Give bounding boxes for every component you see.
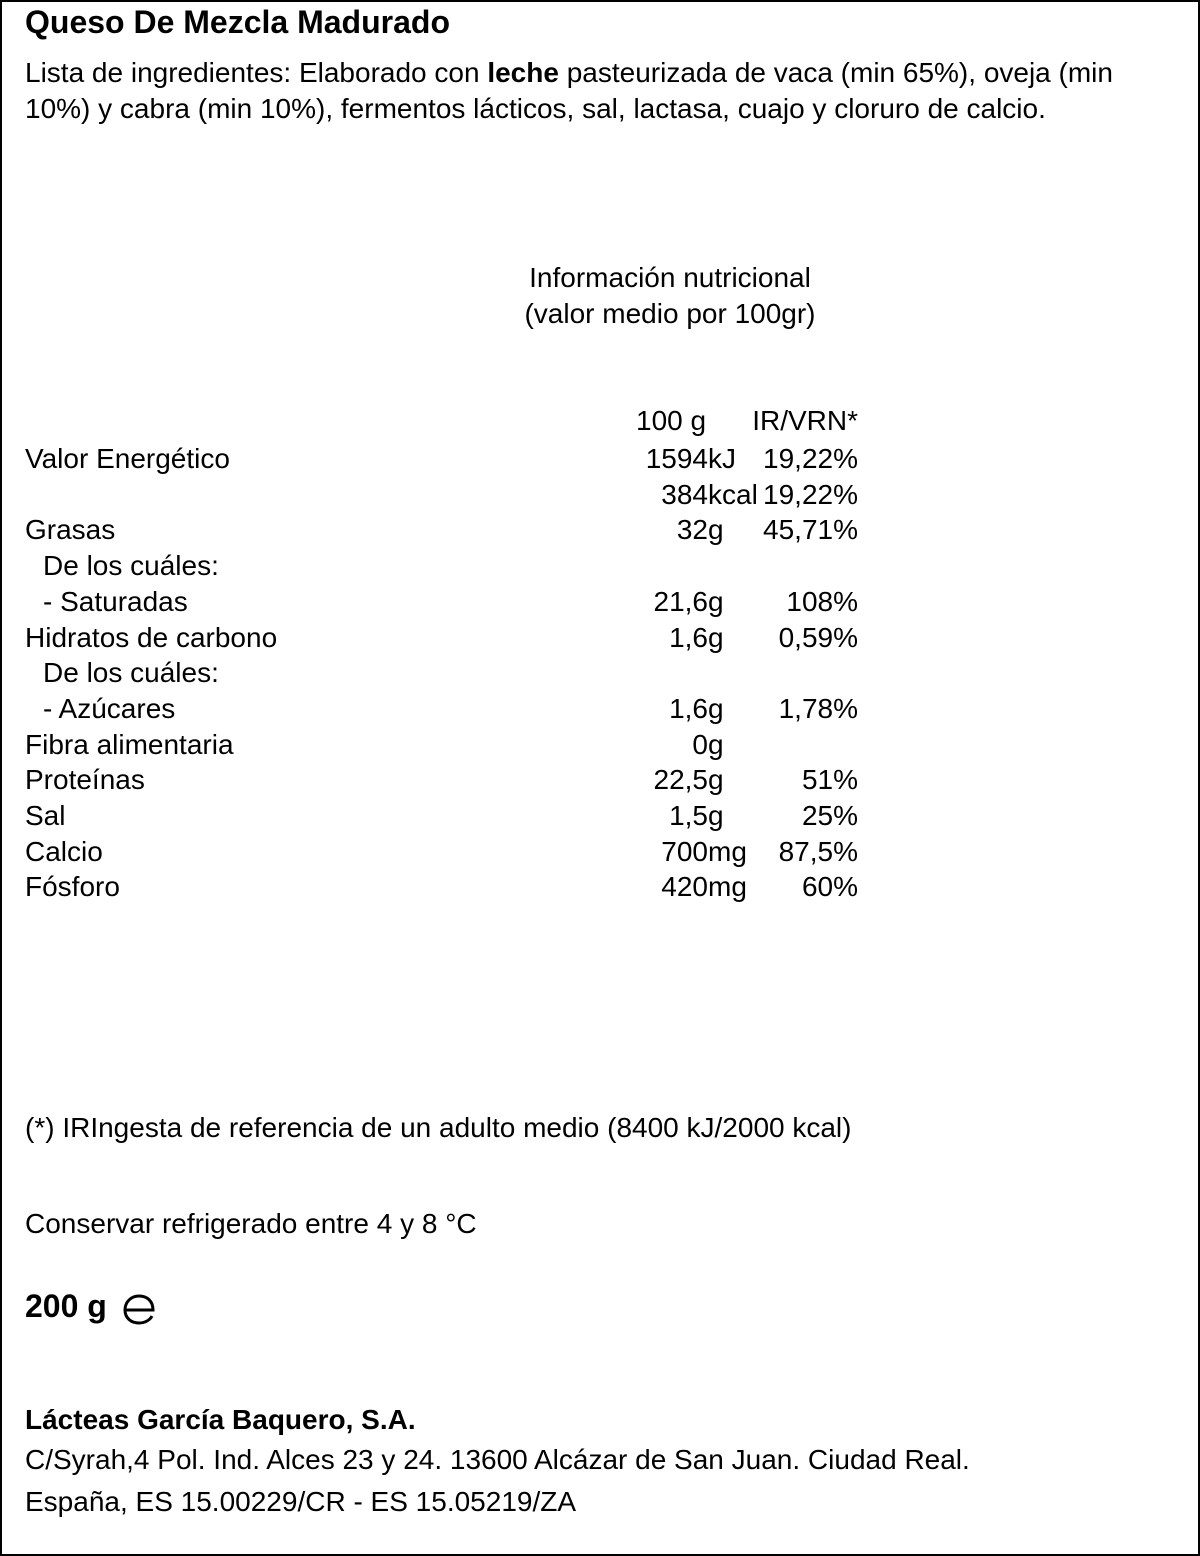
nutrition-row [0,477,1200,513]
nutrient-label: De los cuáles: [43,657,219,689]
nutrient-ir-percent: 19,22% [763,443,858,474]
nutrient-amount: 384 [661,478,708,510]
nutrient-label: Fósforo [25,871,120,903]
ingredients-prefix: Lista de ingredientes: Elaborado con [25,57,488,88]
nutrient-ir-percent: 60% [801,871,858,903]
nutrient-ir-percent: 0,59% [778,621,858,653]
ingredients-suffix: pasteurizada de vaca (min 65%), oveja (min 10%) y cabra (min 10%), fermentos lácticos, sal, lactasa, cuajo y cloruro de calcio. [25,57,1113,124]
nutrient-amount: 1,6 [669,692,708,724]
footnote: (*) IRIngesta de referencia de un adulto medio (8400 kJ/2000 kcal) [25,1112,852,1143]
company-registry: España, ES 15.00229/CR - ES 15.05219/ZA [25,1486,577,1517]
column-header-ir: IR/VRN* [752,405,858,436]
nutrient-amount: 1,5 [669,800,708,831]
nutrient-unit: g [708,800,724,831]
nutrition-row [0,727,1200,763]
column-header-100g: 100 g [636,405,707,436]
nutrient-ir-percent: 25% [801,800,858,831]
ingredients-list [25,55,1175,127]
nutrient-amount: 22,5 [653,764,708,796]
nutrient-amount: 1,6 [669,621,708,653]
nutrient-amount: 420 [661,871,708,903]
nutrient-amount: 700 [661,835,708,867]
nutrient-label: De los cuáles: [43,550,219,582]
nutrient-unit: mg [708,835,747,867]
nutrition-subheading: (valor medio por 100gr) [524,298,816,329]
company-name: Lácteas García Baquero, S.A. [25,1404,416,1435]
nutrient-label: Calcio [25,835,103,867]
nutrient-unit: kcal [708,478,758,510]
nutrient-ir-percent: 1,78% [778,692,858,724]
nutrient-label: Hidratos de carbono [25,621,278,653]
nutrition-row [0,441,1200,477]
ingredients-allergen: leche [487,57,559,88]
nutrition-row [0,762,1200,798]
nutrient-label: - Saturadas [43,585,188,617]
nutrition-row [0,584,1200,620]
nutrition-heading: Información nutricional [529,262,811,293]
nutrient-unit: g [708,514,724,546]
nutrient-unit: mg [708,871,747,903]
nutrient-ir-percent: 45,71% [763,514,858,546]
nutrient-label: Proteínas [25,764,145,796]
nutrition-row [0,655,1200,691]
estimated-e-icon [122,1292,156,1326]
nutrition-row [0,512,1200,548]
storage-instructions: Conservar refrigerado entre 4 y 8 °C [25,1208,477,1239]
nutrient-ir-percent: 87,5% [778,835,858,867]
product-title: Queso De Mezcla Madurado [25,4,450,40]
nutrient-unit: g [708,728,724,760]
nutrient-unit: g [708,621,724,653]
nutrition-row [0,798,1200,834]
nutrient-label: Grasas [25,514,116,546]
nutrient-unit: g [708,764,724,796]
nutrition-row [0,548,1200,584]
nutrition-row [0,620,1200,656]
nutrient-ir-percent: 108% [786,585,858,617]
nutrient-amount: 32 [676,514,708,546]
nutrient-ir-percent: 19,22% [763,478,858,510]
nutrition-row [0,869,1200,905]
nutrition-row [0,834,1200,870]
nutrition-row [0,691,1200,727]
nutrient-ir-percent: 51% [801,764,858,796]
nutrition-column-headers [0,403,1200,439]
nutrient-amount: 21,6 [653,585,708,617]
nutrient-unit: g [708,585,724,617]
nutrient-label: Valor Energético [25,443,230,474]
nutrient-unit: kJ [708,443,736,474]
nutrient-amount: 1594 [645,443,708,474]
company-address: C/Syrah,4 Pol. Ind. Alces 23 y 24. 13600 Alcázar de San Juan. Ciudad Real. [25,1444,970,1475]
nutrient-label: Sal [25,800,66,831]
nutrient-label: Fibra alimentaria [25,728,234,760]
nutrient-amount: 0 [692,728,708,760]
nutrient-unit: g [708,692,724,724]
nutrient-label: - Azúcares [43,692,176,724]
net-weight: 200 g [25,1288,107,1324]
